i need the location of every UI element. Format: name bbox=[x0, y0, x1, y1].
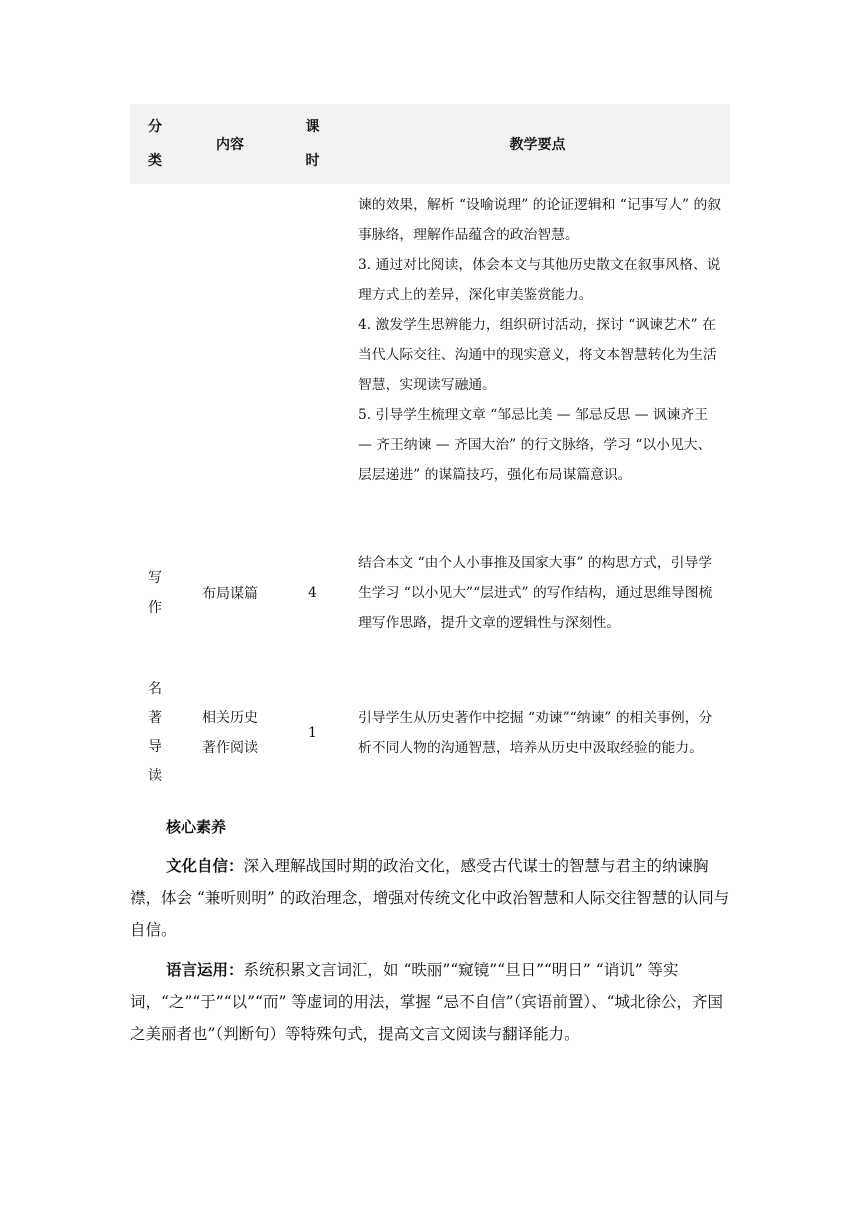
header-hours bbox=[280, 104, 345, 184]
paragraph-text: 深入理解战国时期的政治文化，感受古代谋士的智慧与君主的纳谏胸襟，体会 “兼听则明” 的政治理念，增强对传统文化中政治智慧和人际交往智慧的认同与自信。 bbox=[130, 857, 730, 939]
header-category-char: 分 bbox=[148, 119, 162, 135]
paragraph-text: 系统积累文言词汇，如 “昳丽”“窥镜”“旦日”“明日” “诮讥” 等实词，“之”“于”“以”“而” 等虚词的用法，掌握 “忌不自信”（宾语前置）、“城北徐公，齐国之美丽者也”（判断句）等特殊句式，提高文言文阅读与翻译能力。 bbox=[130, 961, 724, 1043]
header-content: 内容 bbox=[216, 137, 244, 153]
header-hours-char: 课 bbox=[305, 119, 320, 135]
table-row bbox=[130, 530, 730, 656]
category-char: 写 bbox=[148, 570, 162, 586]
paragraph-label: 语言运用： bbox=[166, 961, 244, 979]
content-cell bbox=[180, 672, 280, 794]
core-literacy-section bbox=[130, 812, 730, 1050]
category-cell bbox=[130, 672, 180, 794]
paragraph-label: 文化自信： bbox=[166, 857, 244, 875]
points-cell bbox=[358, 190, 723, 520]
section-heading: 核心素养 bbox=[166, 818, 227, 836]
point-item: 谏的效果，解析 “设喻说理” 的论证逻辑和 “记事写人” 的叙事脉络，理解作品蕴含的政治智慧。 bbox=[358, 197, 722, 243]
point-item: 4. 激发学生思辨能力，组织研讨活动，探讨 “讽谏艺术” 在当代人际交往、沟通中的现实意义，将文本智慧转化为生活智慧，实现读写融通。 bbox=[358, 317, 717, 393]
content-cell bbox=[180, 530, 280, 656]
category-char: 导 bbox=[148, 739, 162, 755]
table-row bbox=[130, 672, 730, 794]
category-char: 名 bbox=[148, 681, 162, 697]
header-points: 教学要点 bbox=[509, 137, 566, 153]
points-cell: 结合本文 “由个人小事推及国家大事” 的构思方式，引导学生学习 “以小见大”“层进式” 的写作结构，通过思维导图梳理写作思路，提升文章的逻辑性与深刻性。 bbox=[358, 555, 713, 631]
content-text: 相关历史 bbox=[202, 710, 258, 726]
table-row-continued bbox=[130, 190, 730, 520]
category-char: 著 bbox=[148, 710, 162, 726]
category-char: 读 bbox=[148, 768, 162, 784]
point-item: 5. 引导学生梳理文章 “邹忌比美 — 邹忌反思 — 讽谏齐王 — 齐王纳谏 — 齐国大治” 的行文脉络，学习 “以小见大、层层递进” 的谋篇技巧，强化布局谋篇意识。 bbox=[358, 407, 712, 483]
content-text: 著作阅读 bbox=[202, 740, 258, 756]
header-category-char: 类 bbox=[148, 153, 162, 169]
category-cell bbox=[130, 530, 180, 656]
hours-cell: 4 bbox=[308, 585, 317, 601]
hours-cell: 1 bbox=[308, 725, 317, 741]
header-category bbox=[130, 104, 180, 184]
literacy-paragraph bbox=[130, 954, 730, 1050]
point-item: 3. 通过对比阅读，体会本文与其他历史散文在叙事风格、说理方式上的差异，深化审美鉴赏能力。 bbox=[358, 257, 721, 303]
literacy-paragraph bbox=[130, 850, 730, 946]
content-text: 布局谋篇 bbox=[202, 586, 258, 602]
header-hours-char: 时 bbox=[305, 153, 320, 169]
category-char: 作 bbox=[148, 600, 162, 616]
points-cell: 引导学生从历史著作中挖掘 “劝谏”“纳谏” 的相关事例，分析不同人物的沟通智慧，培养从历史中汲取经验的能力。 bbox=[358, 710, 713, 756]
table-header bbox=[130, 104, 730, 184]
